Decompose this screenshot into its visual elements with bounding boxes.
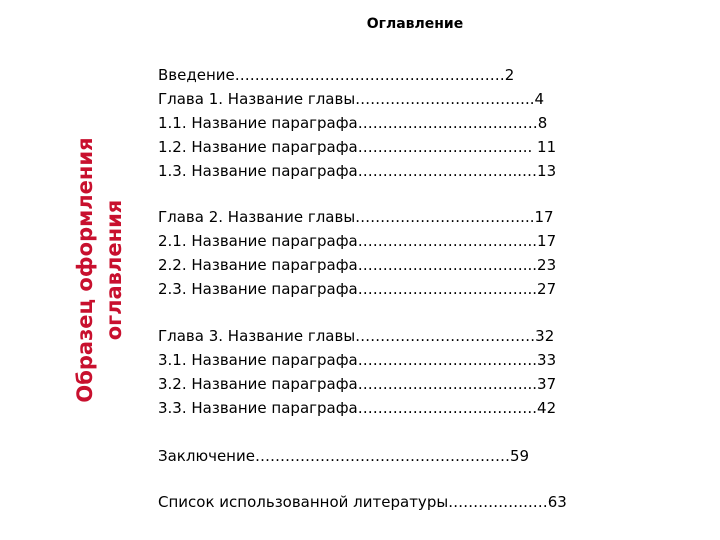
toc-entry: Заключение……………………………………………59	[158, 447, 530, 465]
toc-group-chapter-2	[158, 205, 658, 301]
toc-entry: 3.1. Название параграфа……………………..……….33	[158, 351, 557, 369]
toc-entry: 2.1. Название параграфа……………………………...17	[158, 232, 557, 250]
table-of-contents	[158, 63, 658, 514]
toc-entry: 2.2. Название параграфа……………………………...23	[158, 256, 557, 274]
toc-entry: 1.3. Название параграфа…………………………...…13	[158, 162, 557, 180]
toc-entry: Список использованной литературы……………..…63	[158, 493, 567, 511]
vertical-title	[71, 137, 129, 402]
toc-entry: 2.3. Название параграфа……………………………...27	[158, 280, 557, 298]
toc-group-references	[158, 490, 658, 514]
toc-entry: Глава 3. Название главы………………………………32	[158, 327, 555, 345]
toc-entry: Введение………………………………………………2	[158, 66, 515, 84]
toc-entry: Глава 1. Название главы……………………………...4	[158, 90, 545, 108]
toc-entry: 1.1. Название параграфа………………………………8	[158, 114, 548, 132]
toc-heading: Оглавление	[366, 16, 464, 32]
toc-entry: 3.3. Название параграфа……………………..……….42	[158, 399, 557, 417]
toc-entry: 1.2. Название параграфа…………………………….. 11	[158, 138, 557, 156]
toc-group-chapter-3	[158, 324, 658, 420]
vertical-title-line-1: Образец оформления	[73, 137, 97, 403]
vertical-title-line-2: оглавления	[102, 199, 126, 341]
toc-entry: Глава 2. Название главы……………………………...17	[158, 208, 554, 226]
toc-entry: 3.2. Название параграфа……………………………...37	[158, 375, 557, 393]
toc-group-conclusion	[158, 444, 658, 468]
toc-group-intro-chapter-1	[158, 63, 658, 183]
